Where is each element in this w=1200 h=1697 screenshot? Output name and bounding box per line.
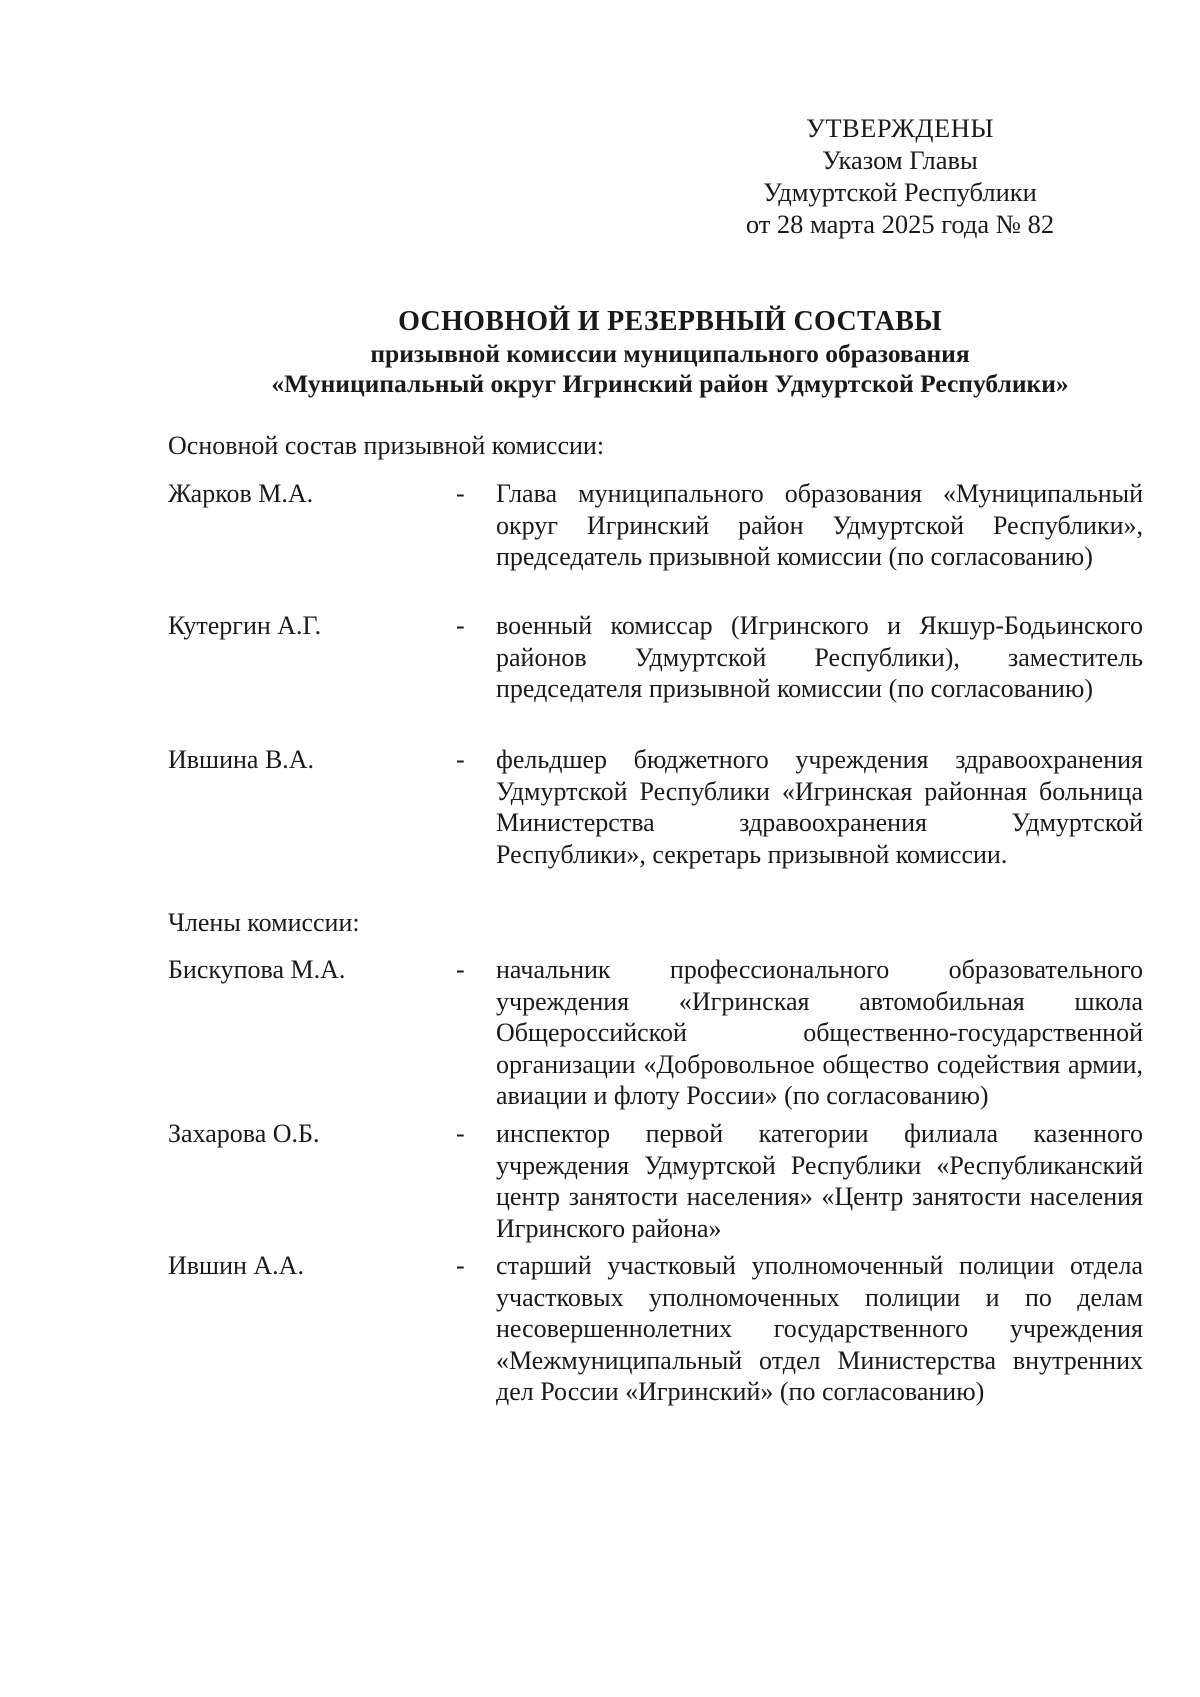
member-dash: - [456,479,465,508]
commission-members-label: Члены комиссии: [168,908,360,937]
member-name: Захарова О.Б. [168,1119,320,1148]
member-dash: - [456,1251,465,1280]
member-role: военный комиссар (Игринского и Якшур-Бодьинского районов Удмуртской Республики), заместитель председателя призывной комиссии (по согласованию) [496,611,1143,703]
member-name: Жарков М.А. [168,479,314,508]
member-name: Ившин А.А. [168,1251,304,1280]
main-section-label: Основной состав призывной комиссии: [168,431,605,460]
approval-title: УТВЕРЖДЕНЫ [806,113,994,143]
heading-sub-commission: призывной комиссии муниципального образования [370,339,970,368]
heading-sub-municipality: «Муниципальный округ Игринский район Удмуртской Республики» [271,369,1069,398]
member-role: Глава муниципального образования «Муниципальный округ Игринский район Удмуртской Республики», председатель призывной комиссии (по согласованию) [496,479,1143,571]
approval-line-date: от 28 марта 2025 года № 82 [745,209,1055,239]
approval-line-decree: Указом Главы [822,145,978,175]
approval-line-republic: Удмуртской Республики [763,177,1037,207]
member-role: начальник профессионального образовательного учреждения «Игринская автомобильная школа Общероссийской общественно-государственной организации «Добровольное общество содействия армии, авиации и флоту России» (по согласованию) [496,955,1143,1110]
member-name: Бискупова М.А. [168,955,346,984]
member-name: Ившина В.А. [168,745,315,774]
member-role: старший участковый уполномоченный полиции отдела участковых уполномоченных полиции и по делам несовершеннолетних государственного учреждения «Межмуниципальный отдел Министерства внутренних дел России «Игринский» (по согласованию) [496,1251,1143,1406]
approval-block [700,112,1100,240]
member-role: инспектор первой категории филиала казенного учреждения Удмуртской Республики «Республиканский центр занятости населения» «Центр занятости населения Игринского района» [496,1119,1143,1243]
member-dash: - [456,955,465,984]
heading-main: ОСНОВНОЙ И РЕЗЕРВНЫЙ СОСТАВЫ [398,306,942,337]
member-role: фельдшер бюджетного учреждения здравоохранения Удмуртской Республики «Игринская районная больница Министерства здравоохранения Удмуртской Республики», секретарь призывной комиссии. [496,745,1143,869]
member-name: Кутергин А.Г. [168,611,322,640]
member-dash: - [456,611,465,640]
document-heading [120,305,1200,399]
member-dash: - [456,1119,465,1148]
member-dash: - [456,745,465,774]
